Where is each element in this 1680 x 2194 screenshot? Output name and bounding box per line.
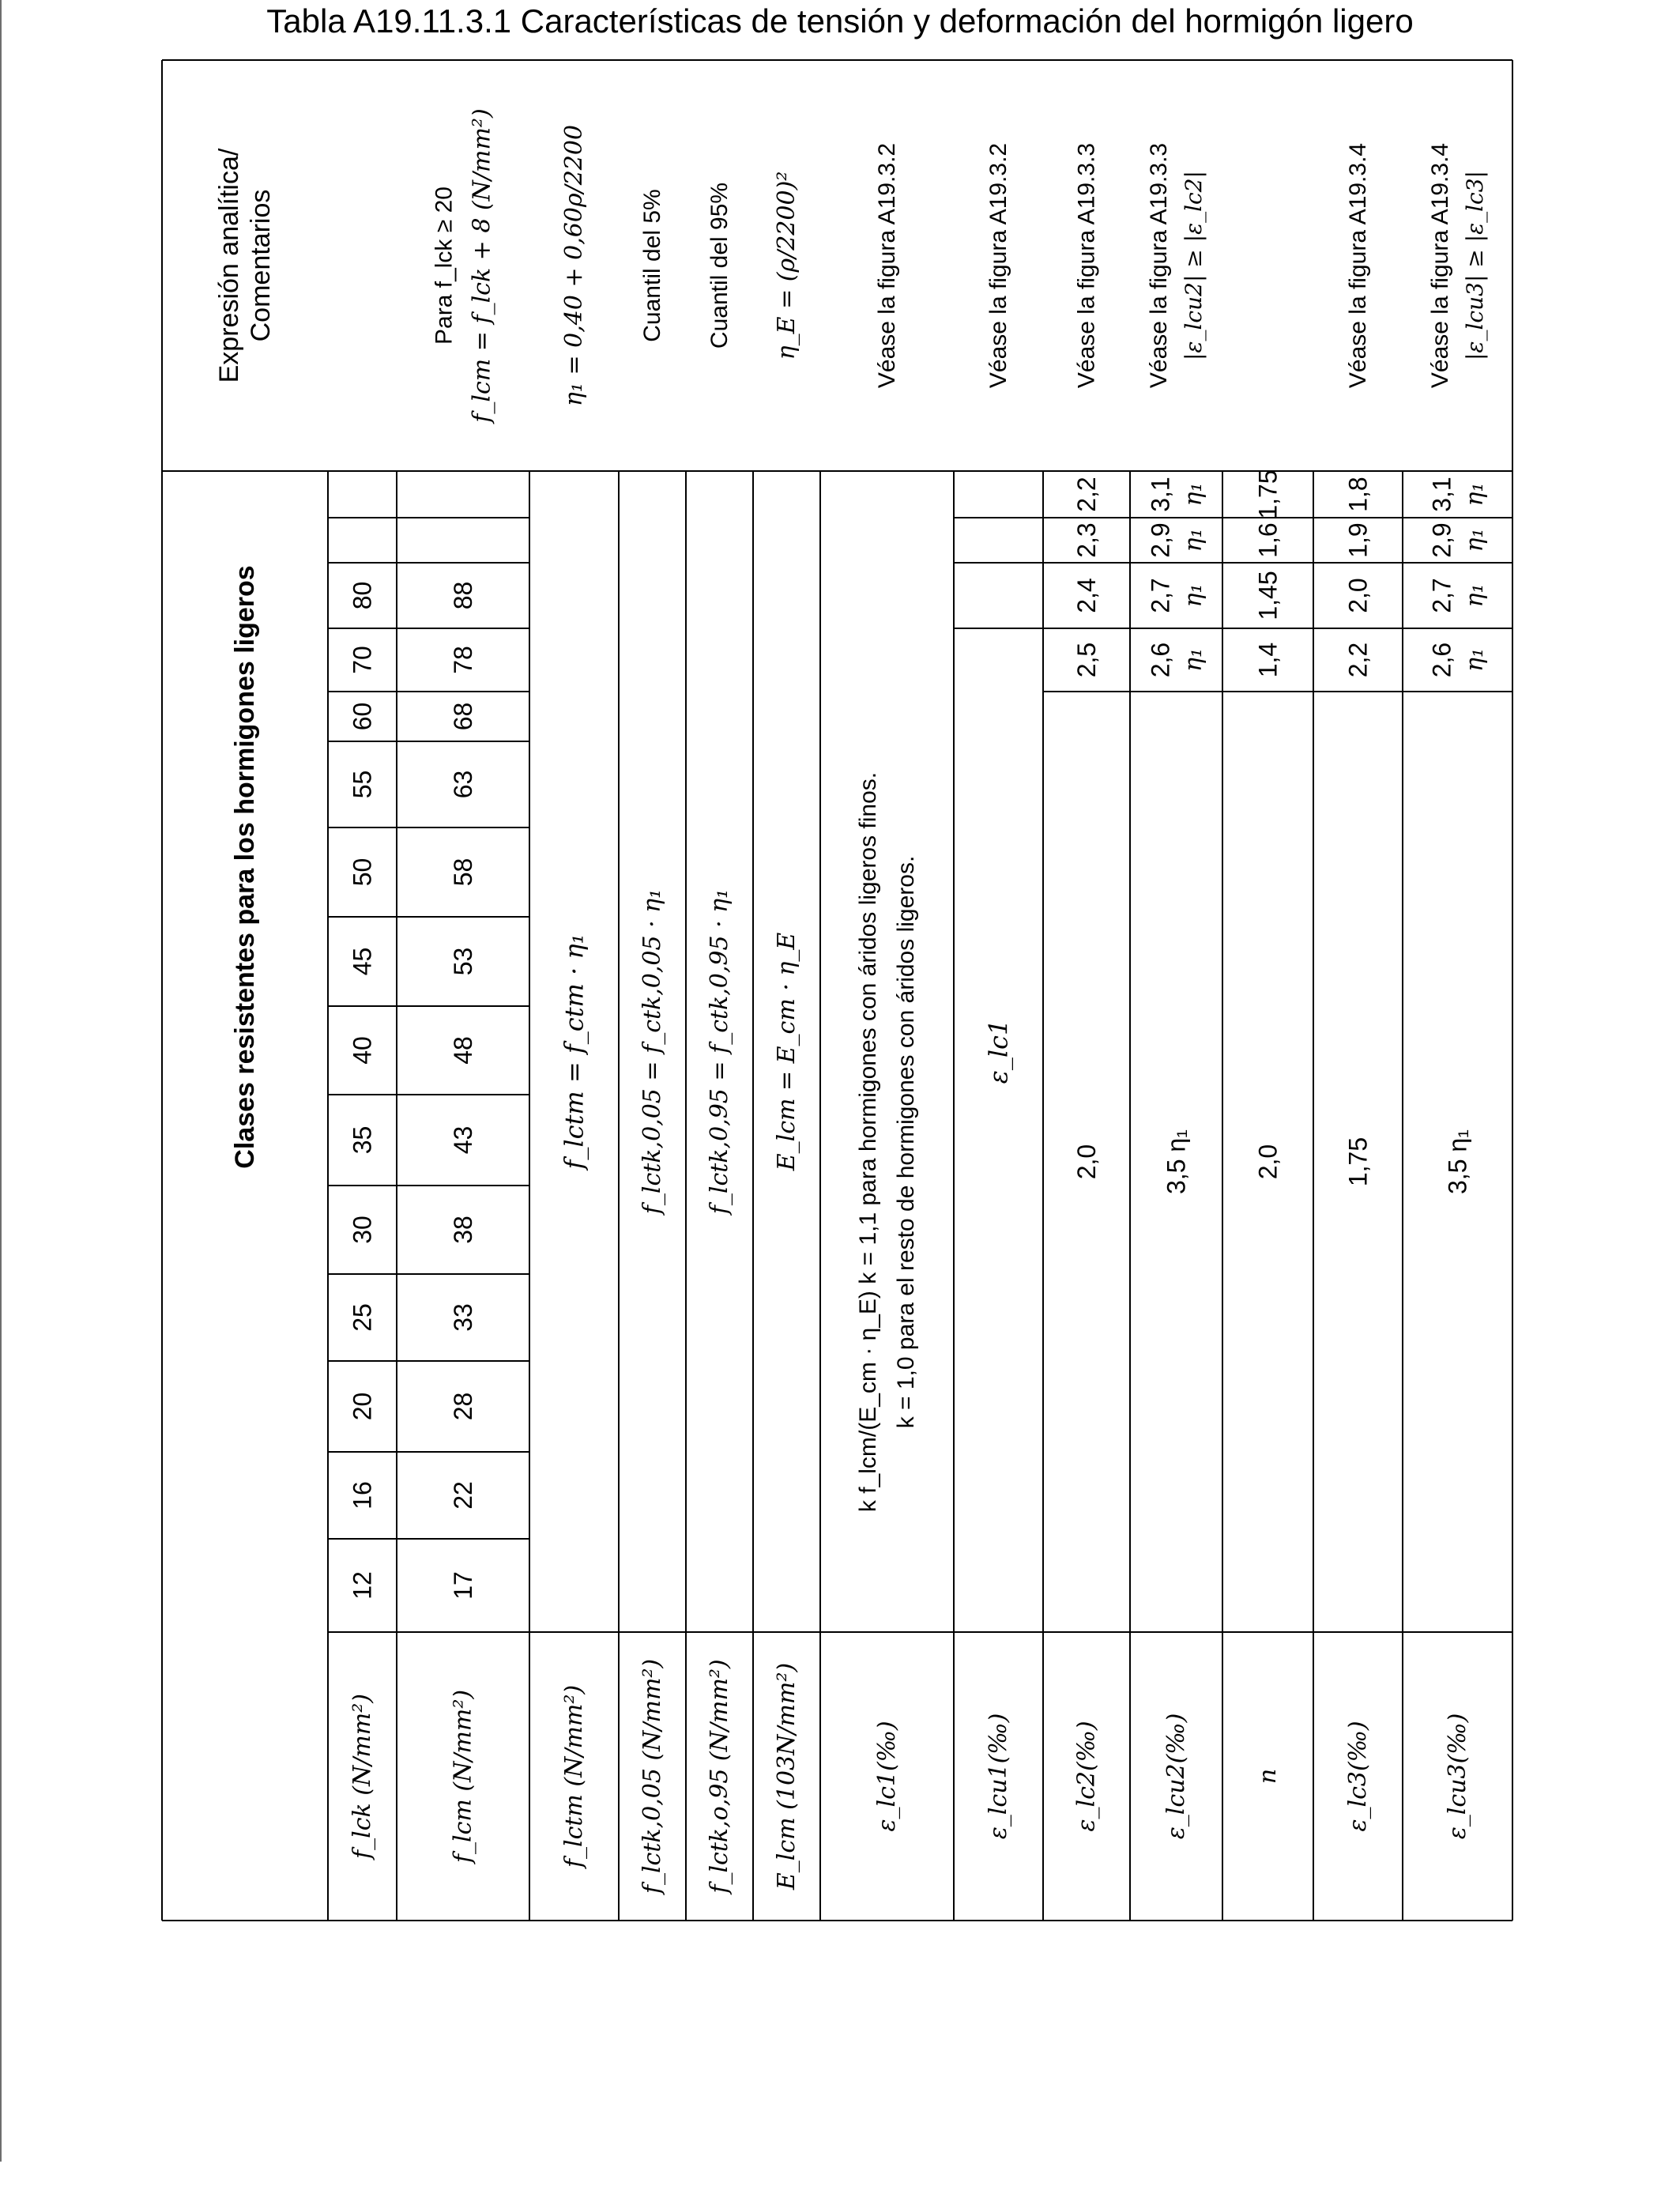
elcu2-comment-line2: |ε_lcu2| ≥ |ε_lc2| <box>1181 171 1207 360</box>
flck-class-value: 25 <box>348 1303 377 1332</box>
flcm-value: 28 <box>449 1392 477 1421</box>
elcu3-comment-line2: |ε_lcu3| ≥ |ε_lc3| <box>1462 171 1488 360</box>
flck-class-value: 30 <box>348 1216 377 1244</box>
elc3-common-value: 1,75 <box>1343 1137 1373 1187</box>
elc3-value: 2,2 <box>1343 642 1373 678</box>
elcu2-value: 2,9 <box>1146 522 1175 558</box>
flck-class-value: 12 <box>348 1571 377 1600</box>
flctk005-expression: f_lctk,0,05 = f_ctk,0,05 · η₁ <box>638 888 666 1215</box>
elc2-value: 2,2 <box>1072 477 1101 512</box>
elcu3-value: 2,9 <box>1427 522 1456 558</box>
elcu3-comment-line1: Véase la figura A19.3.4 <box>1427 142 1453 389</box>
header-comment-line2: Comentarios <box>246 189 276 342</box>
elc1-comment: Véase la figura A19.3.2 <box>874 142 900 389</box>
elc3-value: 2,0 <box>1343 578 1373 613</box>
flcm-value: 48 <box>449 1036 477 1065</box>
n-value: 1,45 <box>1253 571 1283 620</box>
row-label-elc2: ε_lc2(‰) <box>1072 1721 1101 1832</box>
elc1-expression-line2: k = 1,0 para el resto de hormigones con áridos ligeros. <box>893 855 919 1429</box>
elc3-value: 1,9 <box>1343 522 1373 558</box>
row-label-n: n <box>1254 1768 1282 1785</box>
flcm-value: 53 <box>449 947 477 976</box>
row-label-elcm: E_lcm (103N/mm²) <box>773 1662 800 1891</box>
elcu2-eta: η₁ <box>1180 648 1207 672</box>
elcu3-value: 3,1 <box>1427 477 1456 512</box>
elc2-value: 2,5 <box>1072 642 1101 678</box>
elc3-comment: Véase la figura A19.3.4 <box>1345 142 1371 389</box>
n-value: 1,6 <box>1253 522 1283 558</box>
flcm-value: 43 <box>449 1125 477 1155</box>
elcu3-common-value: 3,5 η₁ <box>1443 1129 1472 1194</box>
elcu2-value: 2,6 <box>1146 642 1175 678</box>
elcm-expression: E_lcm = E_cm · η_E <box>773 932 800 1171</box>
elcu3-eta: η₁ <box>1461 482 1489 507</box>
elc1-expression-line1: k f_lcm/(E_cm · η_E) k = 1,1 para hormigones con áridos ligeros finos. <box>855 771 881 1513</box>
elcu2-eta: η₁ <box>1180 482 1207 507</box>
elc2-comment: Véase la figura A19.3.3 <box>1073 142 1100 389</box>
flctm-comment: η₁ = 0,40 + 0,60ρ/2200 <box>560 124 588 407</box>
row-label-elcu1: ε_lcu1(‰) <box>985 1713 1012 1840</box>
flcm-value: 22 <box>449 1481 477 1510</box>
n-value: 1,75 <box>1253 469 1283 519</box>
elcu2-comment-line1: Véase la figura A19.3.3 <box>1146 142 1172 389</box>
flcm-value: 33 <box>449 1303 477 1332</box>
flcm-value: 63 <box>449 770 477 799</box>
flcm-value: 38 <box>449 1216 477 1244</box>
elc2-value: 2,3 <box>1072 522 1101 558</box>
elcu2-value: 3,1 <box>1146 477 1175 512</box>
n-value: 1,4 <box>1253 642 1283 678</box>
flctm-expression: f_lctm = f_ctm · η₁ <box>559 933 590 1170</box>
elc3-value: 1,8 <box>1343 477 1373 512</box>
row-label-elc1: ε_lc1(‰) <box>873 1721 901 1832</box>
header-classes: Clases resistentes para los hormigones ligeros <box>230 565 260 1169</box>
flck-class-value: 55 <box>348 770 377 799</box>
flcm-comment-line2: f_lcm = f_lck + 8 (N/mm²) <box>468 108 496 423</box>
flctk005-comment: Cuantil del 5% <box>639 189 665 342</box>
row-label-flck: f_lck (N/mm²) <box>348 1694 376 1859</box>
row-label-flctk095: f_lctk,o,95 (N/mm²) <box>706 1659 733 1894</box>
flck-class-value: 20 <box>348 1392 377 1421</box>
elcu3-value: 2,6 <box>1427 642 1456 678</box>
flck-class-value: 45 <box>348 947 377 976</box>
flcm-value: 88 <box>449 581 477 610</box>
flcm-value: 78 <box>449 646 477 674</box>
table-title: Tabla A19.11.3.1 Características de tensión y deformación del hormigón ligero <box>266 2 1414 40</box>
flcm-value: 17 <box>449 1571 477 1600</box>
elcu2-value: 2,7 <box>1146 578 1175 613</box>
row-label-flctm: f_lctm (N/mm²) <box>560 1684 588 1868</box>
elc2-value: 2,4 <box>1072 578 1101 613</box>
elcu2-common-value: 3,5 η₁ <box>1162 1129 1191 1194</box>
flck-class-value: 16 <box>348 1481 377 1510</box>
flctk095-expression: f_lctk,0,95 = f_ctk,0,95 · η₁ <box>706 888 733 1215</box>
flck-class-value: 70 <box>348 646 377 674</box>
n-common-value: 2,0 <box>1253 1144 1283 1180</box>
flcm-value: 58 <box>449 858 477 887</box>
flck-class-value: 80 <box>348 581 377 610</box>
flctk095-comment: Cuantil del 95% <box>706 182 733 349</box>
flcm-comment-line1: Para f_lck ≥ 20 <box>431 187 458 345</box>
row-label-elcu2: ε_lcu2(‰) <box>1162 1713 1190 1840</box>
header-comment-line1: Expresión analítica/ <box>214 148 244 383</box>
elcu3-eta: η₁ <box>1461 528 1489 552</box>
elcu1-comment: Véase la figura A19.3.2 <box>985 142 1011 389</box>
row-label-elc3: ε_lc3(‰) <box>1344 1721 1372 1832</box>
flck-class-value: 50 <box>348 858 377 887</box>
row-label-flctk005: f_lctk,0,05 (N/mm²) <box>638 1658 666 1894</box>
elcu3-value: 2,7 <box>1427 578 1456 613</box>
row-label-elcu3: ε_lcu3(‰) <box>1444 1713 1471 1840</box>
row-label-flcm: f_lcm (N/mm²) <box>449 1689 477 1864</box>
flck-class-value: 40 <box>348 1036 377 1065</box>
elcu2-eta: η₁ <box>1180 528 1207 552</box>
flck-class-value: 35 <box>348 1125 377 1155</box>
elcu1-expression: ε_lc1 <box>983 1019 1014 1084</box>
elc2-common-value: 2,0 <box>1072 1144 1101 1180</box>
flck-class-value: 60 <box>348 702 377 731</box>
elcu2-eta: η₁ <box>1180 583 1207 608</box>
elcu3-eta: η₁ <box>1461 648 1489 672</box>
flcm-value: 68 <box>449 702 477 731</box>
elcu3-eta: η₁ <box>1461 583 1489 608</box>
elcm-comment: η_E = (ρ/2200)² <box>773 171 800 360</box>
